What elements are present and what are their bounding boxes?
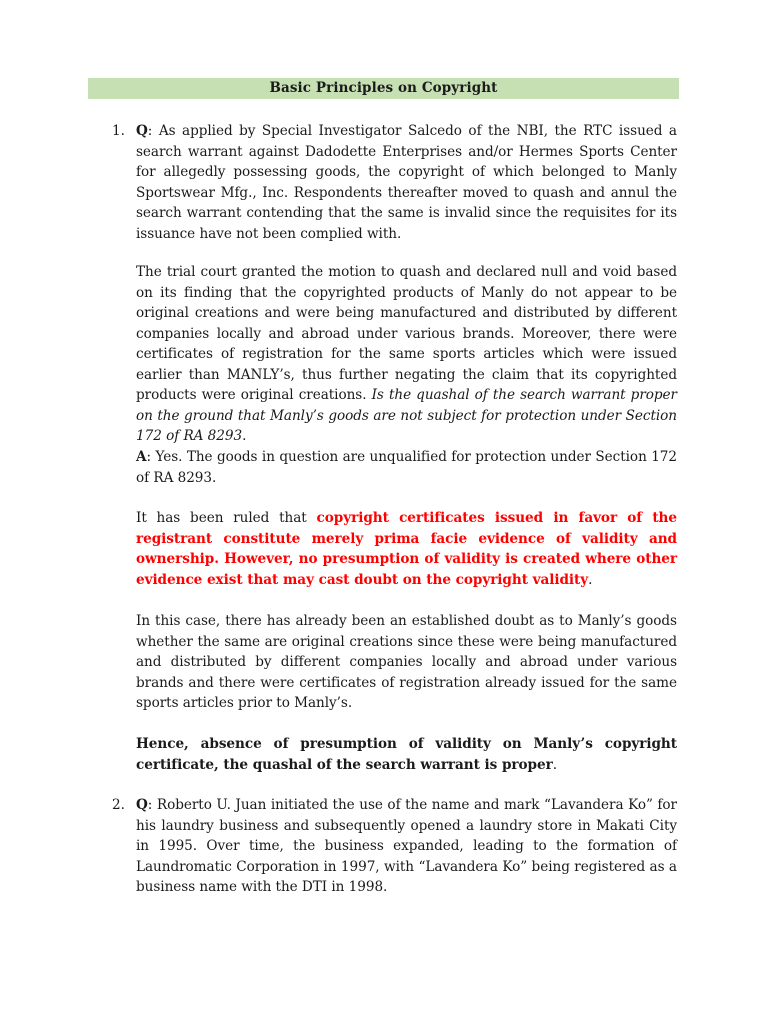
question-end: . xyxy=(242,428,247,444)
ruling-intro: It has been ruled that xyxy=(136,510,317,526)
answer-paragraph xyxy=(136,447,677,488)
question-paragraph xyxy=(136,795,677,898)
conclusion-paragraph xyxy=(136,734,677,775)
ruling-highlight: copyright certificates issued in favor of the registrant constitute merely prima facie evidence of validity and ownership. However, no presumption of validity is created where other evidence exist that may cast doubt on the copyright validity xyxy=(136,510,677,588)
answer-text: : Yes. The goods in question are unqualified for protection under Section 172 of RA 8293. xyxy=(136,449,677,486)
facts-text: The trial court granted the motion to quash and declared null and void based on its finding that the copyrighted products of Manly do not appear to be original creations and were being manufactured and distributed by different companies locally and abroad under various brands. Moreover, there were certificates of registration for the same sports articles which were issued earlier than MANLY’s, thus further negating the claim that its copyrighted products were original creations. xyxy=(136,264,677,403)
case-paragraph xyxy=(136,611,677,714)
conclusion-text: Hence, absence of presumption of validity on Manly’s copyright certificate, the quashal of the search warrant is proper xyxy=(136,736,677,773)
ruling-end: . xyxy=(588,571,593,588)
item-number: 2. xyxy=(112,797,125,813)
question-italic: Is the quashal of the search warrant proper on the ground that Manly’s goods are not subject for protection under Section 172 of RA 8293 xyxy=(136,387,678,444)
a-label: A xyxy=(136,449,147,465)
conclusion-end: . xyxy=(552,756,557,773)
q-label: Q xyxy=(136,123,148,139)
question-paragraph xyxy=(136,121,677,244)
q-label: Q xyxy=(136,797,148,813)
question-text: : As applied by Special Investigator Salcedo of the NBI, the RTC issued a search warrant against Dadodette Enterprises and/or Hermes Sports Center for allegedly possessing goods, the copyright of which belonged to Manly Sportswear Mfg., Inc. Respondents thereafter moved to quash and annul the search warrant contending that the same is invalid since the requisites for its issuance have not been complied with. xyxy=(136,123,677,242)
question-text: : Roberto U. Juan initiated the use of the name and mark “Lavandera Ko” for his laundry business and subsequently opened a laundry store in Makati City in 1995. Over time, the business expanded, leading to the formation of Laundromatic Corporation in 1997, with “Lavandera Ko” being registered as a business name with the DTI in 1998. xyxy=(136,797,677,895)
section-heading: Basic Principles on Copyright xyxy=(88,78,679,99)
item-number: 1. xyxy=(112,123,125,139)
facts-paragraph xyxy=(136,262,677,447)
case-text: In this case, there has already been an established doubt as to Manly’s goods whether the same are original creations since these were being manufactured and distributed by different companies locally and abroad under various brands and there were certificates of registration already issued for the same sports articles prior to Manly’s. xyxy=(136,613,677,711)
ruling-paragraph xyxy=(136,508,677,590)
